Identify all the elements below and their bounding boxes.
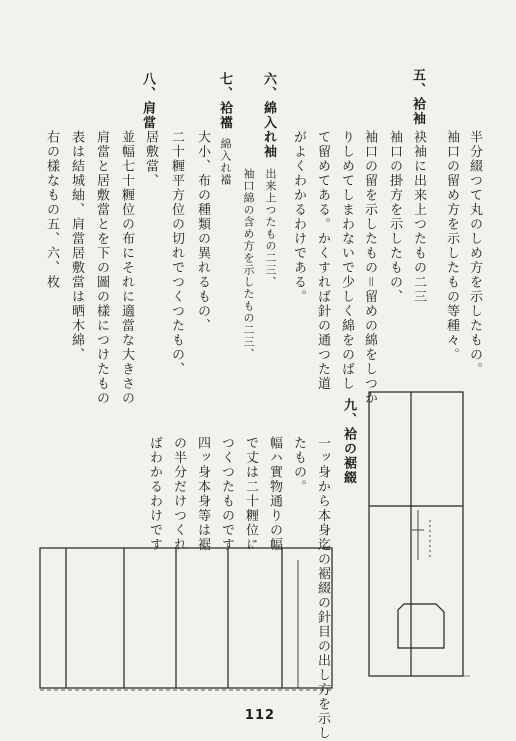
text-column: たもの。 (291, 436, 306, 494)
hem-figure (369, 392, 470, 676)
text-column: 幅ハ實物通りの幅 (267, 436, 282, 552)
text-column: つくつたものです (219, 436, 234, 552)
text-column: 並幅七十糎位の布にそれに適當な大きさの (119, 130, 134, 406)
text-column: 二十糎平方位の切れでつくつたもの、 (169, 130, 184, 377)
text-column: 出来上つたもの二三、 (264, 168, 277, 288)
text-column: 袖口の留め方を示したもの等種々。 (444, 130, 459, 362)
heading-8: 八、肩當 (140, 72, 155, 130)
text-column: 右の樣なもの五、六、枚 (44, 130, 59, 290)
heading-6: 六、綿入れ袖 (261, 72, 276, 159)
heading-9: 九、袷の裾綴 (341, 398, 356, 485)
text-column: 袖口の留を示したもの＝留めの綿をしつか (362, 130, 377, 406)
heading-7: 七、袷襠 (217, 72, 232, 130)
text-column: の半分だけつくれ (171, 436, 186, 552)
text-column: がよくわかるわけである。 (291, 130, 306, 304)
text-column: 一ッ身から本身迄の裾綴の針目の出し方を示し (315, 436, 330, 741)
text-column: ばわかるわけです (147, 436, 162, 552)
cloth-figure (40, 548, 332, 690)
text-column: 大小、布の種類の異れるもの、 (195, 130, 210, 333)
text-column: 四ッ身本身等は裾 (195, 436, 210, 552)
text-column: りしめてしまわないで少しく綿をのばし (339, 130, 354, 391)
text-column: 肩當と居敷當とを下の圖の樣につけたもの (94, 130, 109, 406)
text-column: 居敷當、 (143, 130, 158, 188)
text-column: 半分綴つて丸のしめ方を示したもの。 (467, 130, 482, 377)
text-column: 綿入れ襠 (219, 138, 232, 186)
text-column: で丈は二十糎位に (243, 436, 258, 552)
text-column: 袂袖に出来上つたもの二三 (411, 130, 426, 304)
page-number: 112 (244, 708, 276, 723)
text-column: 袖口綿の含め方を示したもの二三、 (242, 168, 255, 360)
text-column: て留めてある。かくすれば針の通つた道 (315, 130, 330, 391)
heading-5: 五、袷袖 (410, 68, 425, 126)
text-column: 袖口の掛方を示したもの、 (387, 130, 402, 304)
text-column: 表は結城紬、肩當居敷當は晒木綿、 (69, 130, 84, 362)
